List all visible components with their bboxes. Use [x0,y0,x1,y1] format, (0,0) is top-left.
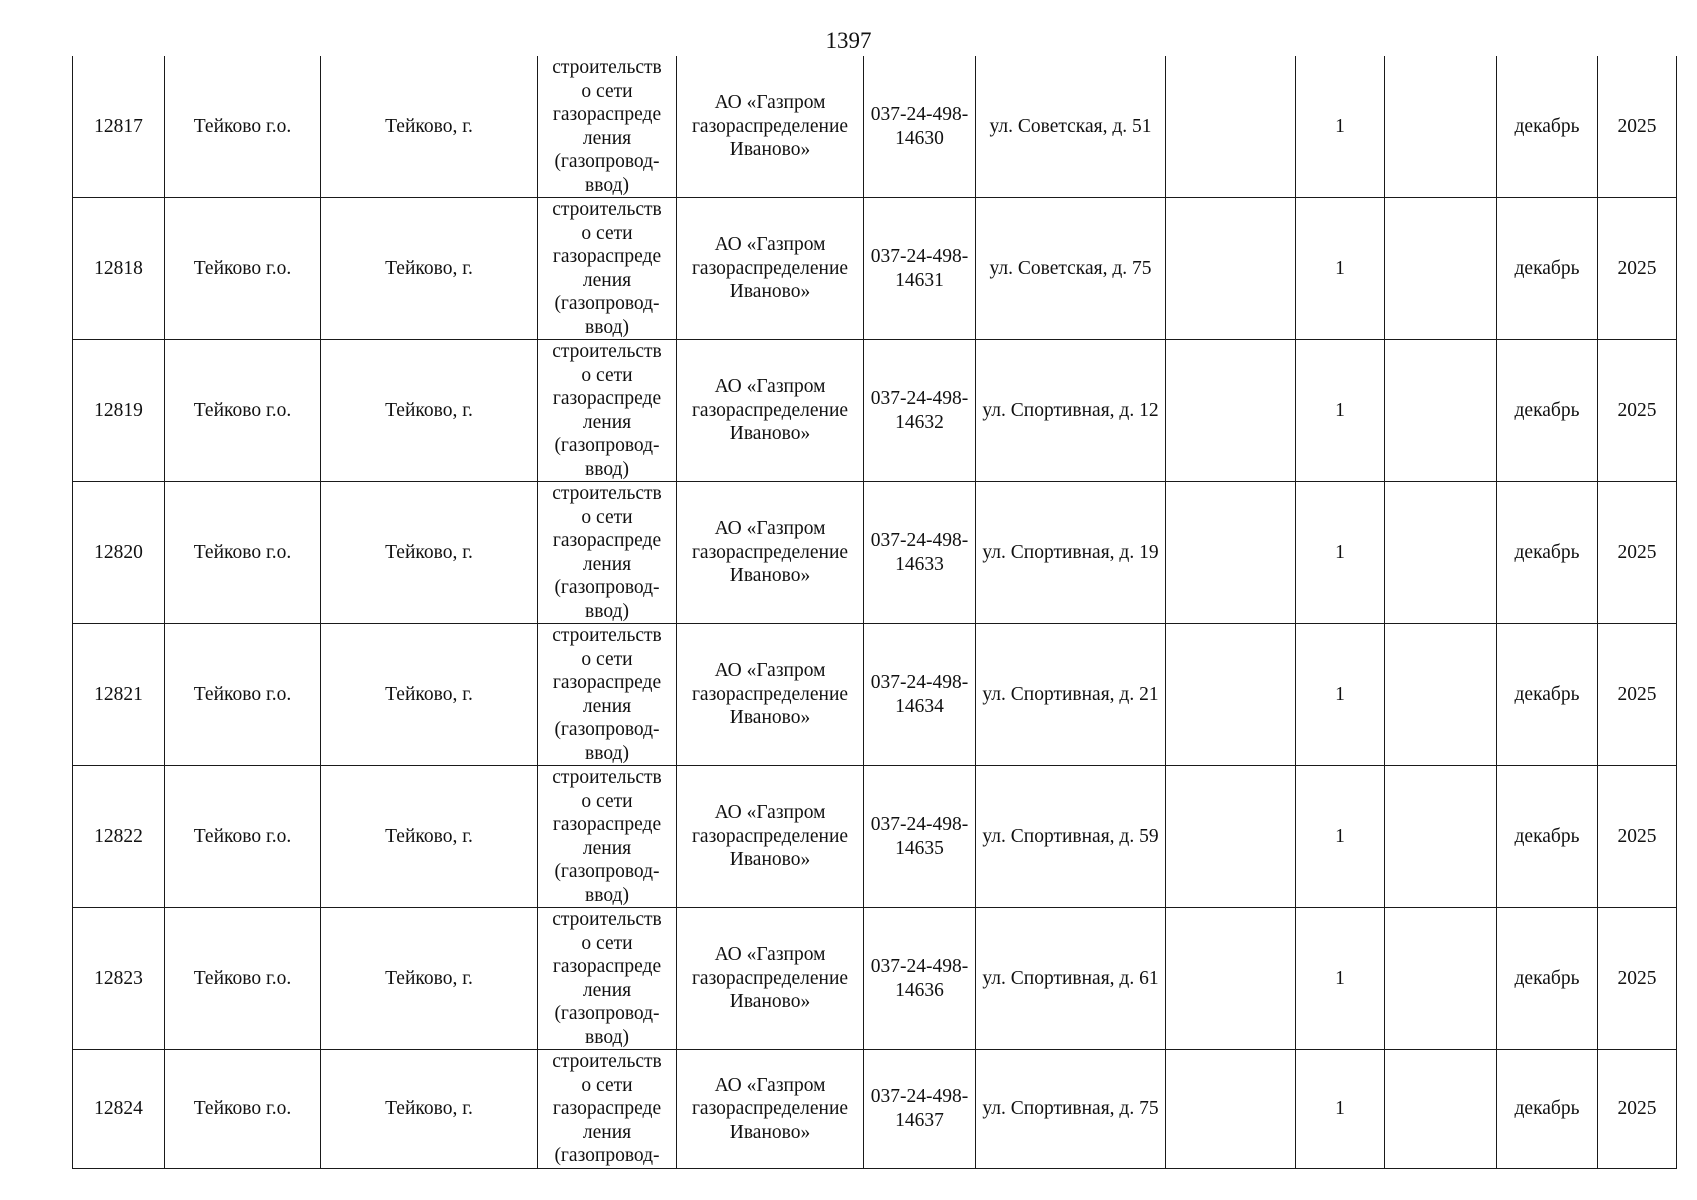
year-cell: 2025 [1598,198,1677,340]
work-type-line: ления [582,411,632,433]
settlement-cell: Тейково, г. [321,56,538,198]
work-type-line: ввод) [585,1026,629,1048]
work-type-line: газораспреде [552,530,662,551]
month-cell: декабрь [1497,340,1598,482]
work-type-line: газораспреде [552,672,662,693]
municipality-cell: Тейково г.о. [165,482,321,624]
year-cell: 2025 [1598,56,1677,198]
empty-cell [1166,198,1296,340]
settlement-cell: Тейково, г. [321,482,538,624]
row-number-cell: 12820 [73,482,165,624]
work-type-cell [538,482,677,624]
work-type-line: строительств [552,341,662,362]
row-number-cell: 12819 [73,340,165,482]
address-cell: ул. Спортивная, д. 21 [976,624,1166,766]
operator-cell: АО «Газпром газораспределение Иваново» [677,198,864,340]
work-type-line: (газопровод- [554,1003,660,1024]
row-number-cell: 12817 [73,56,165,198]
work-type-line: газораспреде [552,388,662,409]
municipality-cell: Тейково г.о. [165,624,321,766]
work-type-line: ввод) [585,174,629,196]
page-number: 1397 [825,28,872,53]
count-cell: 1 [1296,482,1385,624]
month-cell: декабрь [1497,482,1598,624]
row-number-cell: 12824 [73,1050,165,1169]
table-row [73,624,1677,766]
operator-cell: АО «Газпром газораспределение Иваново» [677,1050,864,1169]
work-type-line: строительств [552,909,662,930]
address-cell: ул. Спортивная, д. 19 [976,482,1166,624]
operator-cell: АО «Газпром газораспределение Иваново» [677,624,864,766]
work-type-line: газораспреде [552,104,662,125]
empty-cell [1166,56,1296,198]
object-code-cell: 037-24-498-14637 [864,1050,976,1169]
work-type-line: ввод) [585,884,629,906]
work-type-cell [538,766,677,908]
empty-cell [1385,340,1497,482]
year-cell: 2025 [1598,908,1677,1050]
work-type-cell [538,624,677,766]
work-type-line: (газопровод- [554,719,660,740]
row-number-cell: 12818 [73,198,165,340]
year-cell: 2025 [1598,482,1677,624]
settlement-cell: Тейково, г. [321,340,538,482]
work-type-cell [538,908,677,1050]
table-row [73,766,1677,908]
work-type-line: ления [582,695,632,717]
object-code-cell: 037-24-498-14632 [864,340,976,482]
count-cell: 1 [1296,766,1385,908]
work-type-line: о сети [581,222,633,244]
work-type-line: ввод) [585,316,629,338]
municipality-cell: Тейково г.о. [165,908,321,1050]
work-type-line: (газопровод- [554,435,660,456]
month-cell: декабрь [1497,766,1598,908]
work-type-line: ления [582,1121,632,1143]
settlement-cell: Тейково, г. [321,624,538,766]
work-type-line: (газопровод- [554,1145,660,1166]
row-number-cell: 12822 [73,766,165,908]
work-type-line: ления [582,979,632,1001]
empty-cell [1166,1050,1296,1169]
municipality-cell: Тейково г.о. [165,340,321,482]
empty-cell [1166,624,1296,766]
municipality-cell: Тейково г.о. [165,56,321,198]
address-cell: ул. Спортивная, д. 59 [976,766,1166,908]
count-cell: 1 [1296,56,1385,198]
work-type-line: газораспреде [552,814,662,835]
work-type-line: (газопровод- [554,151,660,172]
table-row [73,56,1677,198]
year-cell: 2025 [1598,1050,1677,1169]
month-cell: декабрь [1497,908,1598,1050]
work-type-line: о сети [581,648,633,670]
work-type-line: ввод) [585,458,629,480]
empty-cell [1385,766,1497,908]
object-code-cell: 037-24-498-14631 [864,198,976,340]
work-type-line: газораспреде [552,956,662,977]
work-type-line: о сети [581,80,633,102]
operator-cell: АО «Газпром газораспределение Иваново» [677,340,864,482]
registry-table [72,56,1677,1169]
month-cell: декабрь [1497,624,1598,766]
work-type-line: ввод) [585,600,629,622]
work-type-line: (газопровод- [554,577,660,598]
address-cell: ул. Спортивная, д. 61 [976,908,1166,1050]
empty-cell [1385,198,1497,340]
table-row [73,1050,1677,1169]
work-type-line: о сети [581,1074,633,1096]
work-type-line: ления [582,127,632,149]
table-row [73,482,1677,624]
address-cell: ул. Спортивная, д. 12 [976,340,1166,482]
table-row [73,198,1677,340]
work-type-cell [538,56,677,198]
address-cell: ул. Советская, д. 51 [976,56,1166,198]
work-type-line: ления [582,269,632,291]
work-type-cell [538,1050,677,1169]
municipality-cell: Тейково г.о. [165,1050,321,1169]
work-type-line: о сети [581,364,633,386]
operator-cell: АО «Газпром газораспределение Иваново» [677,56,864,198]
work-type-line: строительств [552,483,662,504]
work-type-line: ввод) [585,742,629,764]
work-type-line: строительств [552,767,662,788]
year-cell: 2025 [1598,340,1677,482]
empty-cell [1385,56,1497,198]
table-body [73,56,1677,1168]
year-cell: 2025 [1598,766,1677,908]
object-code-cell: 037-24-498-14634 [864,624,976,766]
year-cell: 2025 [1598,624,1677,766]
empty-cell [1385,908,1497,1050]
empty-cell [1166,482,1296,624]
object-code-cell: 037-24-498-14633 [864,482,976,624]
empty-cell [1385,624,1497,766]
settlement-cell: Тейково, г. [321,908,538,1050]
work-type-line: газораспреде [552,1098,662,1119]
operator-cell: АО «Газпром газораспределение Иваново» [677,482,864,624]
empty-cell [1385,1050,1497,1169]
count-cell: 1 [1296,908,1385,1050]
work-type-line: строительств [552,1051,662,1072]
work-type-line: о сети [581,506,633,528]
settlement-cell: Тейково, г. [321,1050,538,1169]
empty-cell [1166,908,1296,1050]
row-number-cell: 12823 [73,908,165,1050]
address-cell: ул. Советская, д. 75 [976,198,1166,340]
count-cell: 1 [1296,624,1385,766]
work-type-line: строительств [552,625,662,646]
operator-cell: АО «Газпром газораспределение Иваново» [677,766,864,908]
work-type-cell [538,340,677,482]
operator-cell: АО «Газпром газораспределение Иваново» [677,908,864,1050]
empty-cell [1166,766,1296,908]
work-type-line: газораспреде [552,246,662,267]
work-type-line: ления [582,837,632,859]
work-type-cell [538,198,677,340]
empty-cell [1166,340,1296,482]
work-type-line: (газопровод- [554,861,660,882]
settlement-cell: Тейково, г. [321,198,538,340]
object-code-cell: 037-24-498-14630 [864,56,976,198]
work-type-line: ления [582,553,632,575]
work-type-line: о сети [581,790,633,812]
month-cell: декабрь [1497,56,1598,198]
table-row [73,908,1677,1050]
settlement-cell: Тейково, г. [321,766,538,908]
address-cell: ул. Спортивная, д. 75 [976,1050,1166,1169]
work-type-line: строительств [552,199,662,220]
work-type-line: строительств [552,57,662,78]
work-type-line: о сети [581,932,633,954]
count-cell: 1 [1296,198,1385,340]
row-number-cell: 12821 [73,624,165,766]
month-cell: декабрь [1497,198,1598,340]
object-code-cell: 037-24-498-14635 [864,766,976,908]
object-code-cell: 037-24-498-14636 [864,908,976,1050]
count-cell: 1 [1296,340,1385,482]
month-cell: декабрь [1497,1050,1598,1169]
table-row [73,340,1677,482]
count-cell: 1 [1296,1050,1385,1169]
work-type-line: (газопровод- [554,293,660,314]
empty-cell [1385,482,1497,624]
municipality-cell: Тейково г.о. [165,198,321,340]
municipality-cell: Тейково г.о. [165,766,321,908]
